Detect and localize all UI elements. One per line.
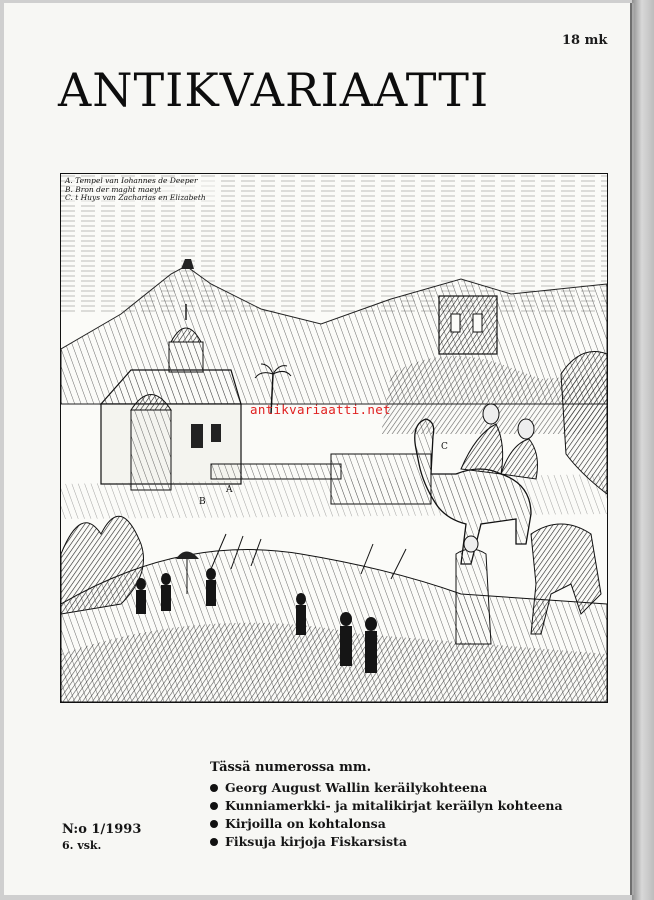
table-of-contents — [210, 760, 610, 851]
engraving-drawing — [61, 174, 607, 702]
bullet-icon — [210, 820, 218, 828]
toc-item-text: Kirjoilla on kohtalonsa — [225, 816, 386, 831]
temple-tower — [169, 342, 203, 372]
bullet-icon — [210, 838, 218, 846]
robed-figure-head — [464, 536, 478, 552]
toc-list — [210, 779, 610, 851]
engraving-illustration — [60, 173, 608, 703]
legend-line: A. Tempel van Iohannes de Deeper — [65, 176, 198, 185]
rider-two — [501, 439, 537, 479]
rider-one-head — [483, 404, 499, 424]
bullet-icon — [210, 784, 218, 792]
robed-figure — [456, 549, 491, 644]
courtyard-wall — [211, 464, 341, 479]
toc-item-text: Georg August Wallin keräilykohteena — [225, 780, 488, 795]
tree-right — [561, 352, 607, 495]
marker-c: C — [441, 442, 448, 452]
list-item — [210, 833, 610, 851]
watermark-text: antikvariaatti.net — [250, 402, 391, 417]
fortress-window — [473, 314, 482, 332]
list-item — [210, 797, 610, 815]
temple-rotunda — [131, 410, 171, 490]
magazine-cover — [4, 3, 630, 895]
legend-line: C. t Huys van Zacharias en Elizabeth — [65, 193, 206, 202]
toc-item-text: Kunniamerkki- ja mitalikirjat keräilyn kohteena — [225, 798, 563, 813]
issue-volume: 6. vsk. — [62, 839, 102, 852]
price-label: 18 mk — [562, 33, 608, 48]
marker-a: A — [226, 485, 233, 495]
issue-info — [62, 821, 141, 853]
engraving-legend — [65, 177, 215, 203]
toc-item-text: Fiksuja kirjoja Fiskarsista — [225, 834, 407, 849]
rider-two-head — [518, 419, 534, 439]
issue-number: N:o 1/1993 — [62, 822, 142, 837]
list-item — [210, 779, 610, 797]
fortress-window — [451, 314, 460, 332]
list-item — [210, 815, 610, 833]
page-edge-shadow — [632, 0, 654, 900]
marker-b: B — [199, 497, 206, 507]
temple-window — [211, 424, 221, 442]
masthead-title: ANTIKVARIAATTI — [58, 63, 490, 117]
legend-line: B. Bron der maght maeyt — [65, 184, 162, 194]
toc-heading: Tässä numerossa mm. — [210, 760, 372, 775]
fortress-ruin — [439, 296, 497, 354]
temple-door — [191, 424, 203, 448]
bullet-icon — [210, 802, 218, 810]
